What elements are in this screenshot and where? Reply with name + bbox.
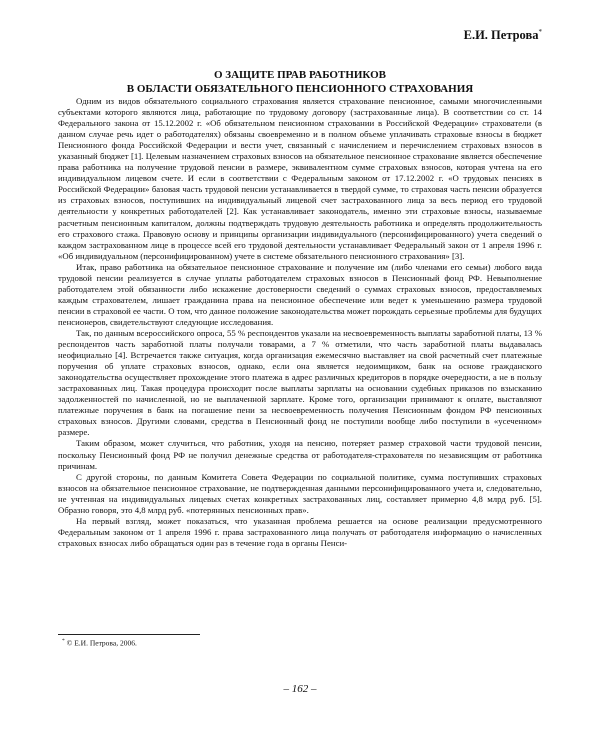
article-title-line-2: В ОБЛАСТИ ОБЯЗАТЕЛЬНОГО ПЕНСИОННОГО СТРАХОВАНИЯ [126, 83, 474, 95]
paragraph-1: Одним из видов обязательного социального страхования является страхование пенсионное, самыми многочисленными субъектами которого являются лица, работающие по трудовому договору (застрахованные лица). В соответствии со ст. 14 Федерального закона от 15.12.2002 г. «Об обязательном пенсионном страховании в Российской Федерации» страхователи (в данном случае речь идет о работодателях) обязаны своевременно и в полном объеме уплачивать страховые взносы в бюджет Пенсионного фонда Российской Федерации и вести учет, связанный с начислением и перечислением страховых взносов в указанный бюджет [1]. Целевым назначением страховых взносов на обязательное пенсионное страхование является обеспечение права работника на получение трудовой пенсии в размере, эквивалентном сумме страховых взносов, которая учтена на его индивидуальном лицевом счете. И если в соответствии с Федеральным законом от 17.12.2002 г. «О трудовых пенсиях в Российской Федерации» базовая часть трудовой пенсии устанавливается в твердой сумме, то страховая часть пенсии образуется из страховых взносов, поступивших на индивидуальный лицевой счет застрахованного лица за весь период его трудовой деятельности у конкретных работодателей [2]. Как устанавливает законодатель, именно эти страховые взносы, называемые расчетным пенсионным капиталом, должны подтверждать трудовую деятельность работника и определять продолжительность его страхового стажа. Правовую основу и принципы организации индивидуального (персонифицированного) учета сведений о каждом застрахованном лице в процессе всей его трудовой деятельности устанавливает Федеральный закон от 1 апреля 1996 г. «Об индивидуальном (персонифицированном) учете в системе обязательного пенсионного страхования» [3]. [58, 96, 542, 261]
footnote-text: © Е.И. Петрова, 2006. [66, 638, 137, 648]
article-title [58, 68, 542, 96]
author-footnote-mark: * [538, 28, 542, 36]
author-name [464, 28, 542, 43]
footnote-divider [58, 634, 200, 635]
paragraph-6: На первый взгляд, может показаться, что указанная проблема решается на основе реализации предусмотренного Федеральным законом от 1 апреля 1996 г. права застрахованного лица получать от работодателя информацию о начисленных страховых взносах либо обращаться один раз в течение года в органы Пенси- [58, 515, 542, 548]
article-title-line-1: О ЗАЩИТЕ ПРАВ РАБОТНИКОВ [213, 69, 387, 81]
author-name-text: Е.И. Петрова [463, 28, 539, 43]
footnote-mark: * [62, 638, 65, 644]
article-body [58, 96, 542, 549]
paragraph-4: Таким образом, может случиться, что работник, уходя на пенсию, потеряет размер страховой части трудовой пенсии, поскольку Пенсионный фонд РФ не получил денежные средства от работодателя-страхователя по независящим от работника причинам. [58, 438, 542, 471]
footnote [62, 638, 137, 648]
paragraph-5: С другой стороны, по данным Комитета Совета Федерации по социальной политике, сумма поступивших страховых взносов на обязательное пенсионное страхование, не подтвержденная данными персонифицированного учета и, следовательно, не учтенная на индивидуальных лицевых счетах конкретных застрахованных лиц, составляет примерно 4,8 млрд руб. [5]. Образно говоря, это 4,8 млрд руб. «потерянных пенсионных прав». [58, 471, 542, 515]
paragraph-2: Итак, право работника на обязательное пенсионное страхование и получение им (либо членами его семьи) любого вида трудовой пенсии реализуется в случае уплаты работодателем страховых взносов в Пенсионный фонд РФ. Невыполнение работодателем этой обязанности либо искажение достоверности сведений о суммах страховых взносов, предоставляемых каждым страхователем, лишает гражданина права на пенсионное обеспечение или ведет к уменьшению размера трудовой пенсии в страховой ее части. О том, что данное положение законодательства может порождать серьезные проблемы для будущих пенсионеров, свидетельствуют следующие исследования. [58, 261, 542, 327]
page-number: – 162 – [283, 683, 317, 695]
paragraph-3: Так, по данным всероссийского опроса, 55 % респондентов указали на несвоевременность выплаты заработной платы, 13 % респондентов часть заработной платы получали товарами, а 7 % отметили, что часть заработной платы выдавалась неофициально [4]. Встречается также ситуация, когда организация ежемесячно выставляет на свой расчетный счет платежные поручения об уплате страховых взносов, однако, если она является недоимщиком, банк на основе гражданского законодательства осуществляет прохождение этого платежа в адрес различных кредиторов в порядке очередности, а не в пользу застрахованных лиц. Такая процедура происходит после выплаты зарплаты на основании судебных приказов по взысканию задолженностей по начисленной, но не выплаченной зарплате. Кроме того, организации принимают к оплате, выставляют платежные поручения в банк на погашение пени за несвоевременность получения Пенсионным фондом РФ пенсионных страховых взносов. Другими словами, средства в Пенсионный фонд не поступили вообще либо поступили в «усеченном» размере. [58, 327, 542, 438]
